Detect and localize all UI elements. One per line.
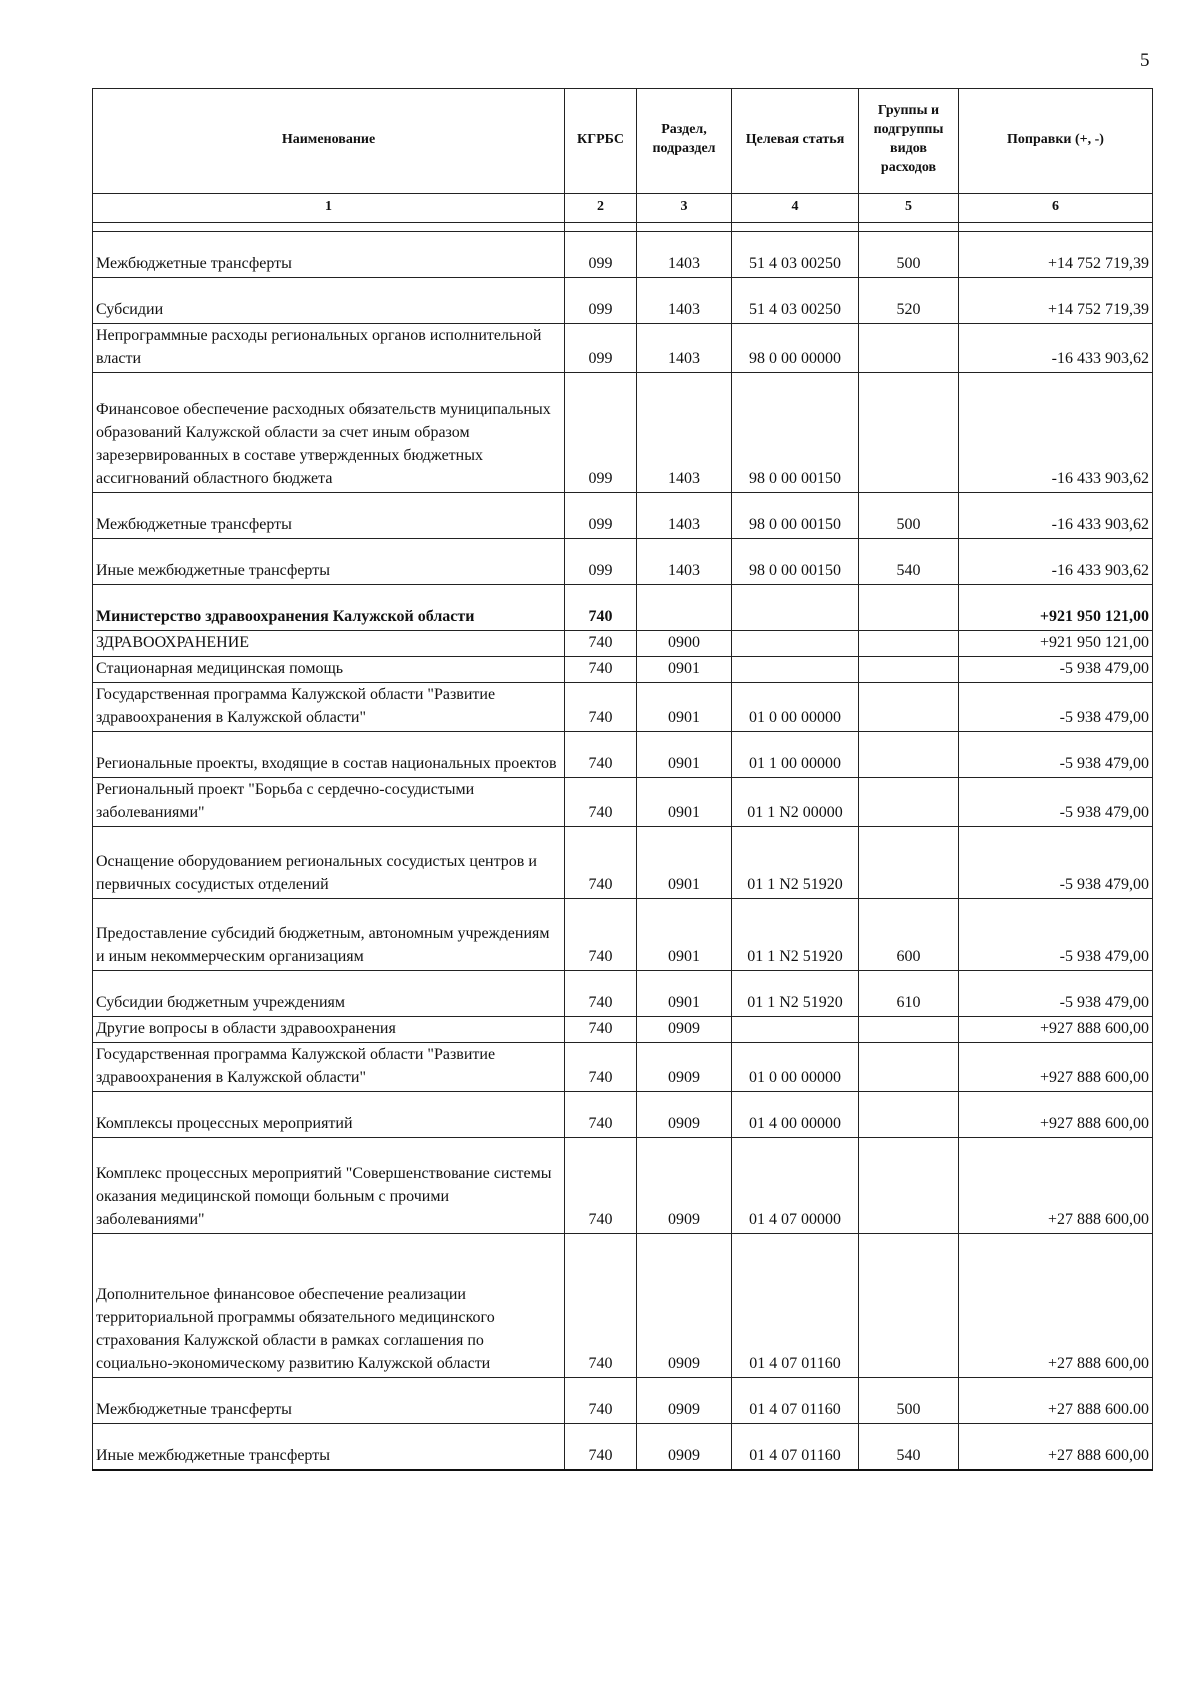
row-section: 0901 bbox=[637, 778, 732, 827]
row-expense-group bbox=[859, 324, 959, 373]
row-expense-group: 600 bbox=[859, 899, 959, 971]
col-number: 5 bbox=[859, 194, 959, 223]
row-kgrbs: 740 bbox=[565, 827, 637, 899]
header-target: Целевая статья bbox=[732, 89, 859, 194]
row-expense-group bbox=[859, 657, 959, 683]
table-row bbox=[93, 324, 1153, 373]
row-section: 0909 bbox=[637, 1234, 732, 1378]
row-expense-group bbox=[859, 732, 959, 778]
row-amendment-amount: -16 433 903,62 bbox=[959, 324, 1153, 373]
row-amendment-amount: +927 888 600,00 bbox=[959, 1092, 1153, 1138]
row-amendment-amount: -5 938 479,00 bbox=[959, 971, 1153, 1017]
row-target-article: 01 1 N2 51920 bbox=[732, 971, 859, 1017]
row-name: Региональный проект "Борьба с сердечно-сосудистыми заболеваниями" bbox=[93, 778, 565, 827]
row-section: 0909 bbox=[637, 1043, 732, 1092]
row-target-article bbox=[732, 657, 859, 683]
row-name: Субсидии bbox=[93, 278, 565, 324]
table-row bbox=[93, 971, 1153, 1017]
row-kgrbs: 740 bbox=[565, 683, 637, 732]
row-target-article bbox=[732, 631, 859, 657]
row-amendment-amount: +14 752 719,39 bbox=[959, 278, 1153, 324]
col-number: 2 bbox=[565, 194, 637, 223]
table-row bbox=[93, 539, 1153, 585]
row-expense-group: 540 bbox=[859, 1424, 959, 1470]
row-target-article: 01 1 00 00000 bbox=[732, 732, 859, 778]
row-name: Государственная программа Калужской области "Развитие здравоохранения в Калужской области" bbox=[93, 1043, 565, 1092]
row-name: Непрограммные расходы региональных органов исполнительной власти bbox=[93, 324, 565, 373]
row-name: Межбюджетные трансферты bbox=[93, 232, 565, 278]
row-name: Межбюджетные трансферты bbox=[93, 493, 565, 539]
row-amendment-amount: -5 938 479,00 bbox=[959, 683, 1153, 732]
row-kgrbs: 740 bbox=[565, 1424, 637, 1470]
row-target-article: 01 1 N2 51920 bbox=[732, 827, 859, 899]
row-expense-group bbox=[859, 1092, 959, 1138]
table-row bbox=[93, 631, 1153, 657]
row-section: 0901 bbox=[637, 899, 732, 971]
table-row bbox=[93, 373, 1153, 493]
row-kgrbs: 740 bbox=[565, 585, 637, 631]
row-name: Иные межбюджетные трансферты bbox=[93, 539, 565, 585]
row-expense-group: 610 bbox=[859, 971, 959, 1017]
row-kgrbs: 740 bbox=[565, 899, 637, 971]
table-row bbox=[93, 1234, 1153, 1378]
row-target-article bbox=[732, 1017, 859, 1043]
row-target-article: 98 0 00 00150 bbox=[732, 373, 859, 493]
row-amendment-amount: -5 938 479,00 bbox=[959, 657, 1153, 683]
table-row bbox=[93, 493, 1153, 539]
row-expense-group bbox=[859, 631, 959, 657]
row-target-article: 01 0 00 00000 bbox=[732, 683, 859, 732]
row-target-article: 01 1 N2 51920 bbox=[732, 899, 859, 971]
row-expense-group: 520 bbox=[859, 278, 959, 324]
row-target-article: 51 4 03 00250 bbox=[732, 278, 859, 324]
row-name: Комплекс процессных мероприятий "Совершенствование системы оказания медицинской помощи больным с прочими заболеваниями" bbox=[93, 1138, 565, 1234]
col-number: 3 bbox=[637, 194, 732, 223]
row-expense-group bbox=[859, 683, 959, 732]
row-kgrbs: 099 bbox=[565, 373, 637, 493]
row-expense-group: 500 bbox=[859, 1378, 959, 1424]
row-amendment-amount: +27 888 600,00 bbox=[959, 1234, 1153, 1378]
row-kgrbs: 099 bbox=[565, 278, 637, 324]
row-target-article bbox=[732, 585, 859, 631]
table-row bbox=[93, 585, 1153, 631]
row-amendment-amount: -16 433 903,62 bbox=[959, 373, 1153, 493]
table-row bbox=[93, 1017, 1153, 1043]
row-kgrbs: 740 bbox=[565, 1378, 637, 1424]
header-name: Наименование bbox=[93, 89, 565, 194]
row-amendment-amount: +14 752 719,39 bbox=[959, 232, 1153, 278]
row-kgrbs: 099 bbox=[565, 539, 637, 585]
row-target-article: 01 4 07 01160 bbox=[732, 1378, 859, 1424]
row-kgrbs: 740 bbox=[565, 732, 637, 778]
row-section: 1403 bbox=[637, 493, 732, 539]
row-target-article: 01 0 00 00000 bbox=[732, 1043, 859, 1092]
row-target-article: 01 1 N2 00000 bbox=[732, 778, 859, 827]
row-expense-group bbox=[859, 1043, 959, 1092]
row-target-article: 01 4 00 00000 bbox=[732, 1092, 859, 1138]
table-row bbox=[93, 778, 1153, 827]
row-kgrbs: 740 bbox=[565, 1234, 637, 1378]
row-section: 0901 bbox=[637, 971, 732, 1017]
row-section: 0900 bbox=[637, 631, 732, 657]
table-row bbox=[93, 1043, 1153, 1092]
row-name: Субсидии бюджетным учреждениям bbox=[93, 971, 565, 1017]
row-amendment-amount: +27 888 600.00 bbox=[959, 1378, 1153, 1424]
row-name: ЗДРАВООХРАНЕНИЕ bbox=[93, 631, 565, 657]
row-amendment-amount: +927 888 600,00 bbox=[959, 1043, 1153, 1092]
row-amendment-amount: -5 938 479,00 bbox=[959, 827, 1153, 899]
table-row bbox=[93, 827, 1153, 899]
row-section: 0909 bbox=[637, 1017, 732, 1043]
row-section: 0909 bbox=[637, 1378, 732, 1424]
table-row bbox=[93, 1378, 1153, 1424]
row-section: 0901 bbox=[637, 827, 732, 899]
page-number: 5 bbox=[1140, 50, 1150, 71]
row-kgrbs: 099 bbox=[565, 493, 637, 539]
table-row bbox=[93, 732, 1153, 778]
row-kgrbs: 740 bbox=[565, 971, 637, 1017]
col-number: 4 bbox=[732, 194, 859, 223]
row-name: Дополнительное финансовое обеспечение реализации территориальной программы обязательного медицинского страхования Калужской области в рамках соглашения по социально-экономическому развитию Калужской области bbox=[93, 1234, 565, 1378]
header-groups: Группы и подгруппы видов расходов bbox=[859, 89, 959, 194]
budget-amendments-table bbox=[92, 88, 1153, 1471]
row-amendment-amount: -16 433 903,62 bbox=[959, 493, 1153, 539]
row-kgrbs: 740 bbox=[565, 631, 637, 657]
row-name: Другие вопросы в области здравоохранения bbox=[93, 1017, 565, 1043]
row-expense-group bbox=[859, 1138, 959, 1234]
row-name: Стационарная медицинская помощь bbox=[93, 657, 565, 683]
row-section: 1403 bbox=[637, 324, 732, 373]
col-number: 6 bbox=[959, 194, 1153, 223]
table-row bbox=[93, 1424, 1153, 1470]
row-expense-group bbox=[859, 1017, 959, 1043]
row-expense-group bbox=[859, 827, 959, 899]
row-target-article: 51 4 03 00250 bbox=[732, 232, 859, 278]
row-amendment-amount: +27 888 600,00 bbox=[959, 1138, 1153, 1234]
row-amendment-amount: -5 938 479,00 bbox=[959, 732, 1153, 778]
row-section: 0909 bbox=[637, 1424, 732, 1470]
row-section: 0901 bbox=[637, 657, 732, 683]
row-name: Иные межбюджетные трансферты bbox=[93, 1424, 565, 1470]
row-expense-group bbox=[859, 373, 959, 493]
row-kgrbs: 740 bbox=[565, 1138, 637, 1234]
header-section: Раздел, подраздел bbox=[637, 89, 732, 194]
table-body bbox=[93, 232, 1153, 1470]
row-kgrbs: 740 bbox=[565, 1043, 637, 1092]
row-name: Государственная программа Калужской области "Развитие здравоохранения в Калужской области" bbox=[93, 683, 565, 732]
row-kgrbs: 740 bbox=[565, 1092, 637, 1138]
row-amendment-amount: +27 888 600,00 bbox=[959, 1424, 1153, 1470]
table-row bbox=[93, 232, 1153, 278]
row-section: 0901 bbox=[637, 683, 732, 732]
row-section: 0901 bbox=[637, 732, 732, 778]
table-row bbox=[93, 899, 1153, 971]
row-kgrbs: 740 bbox=[565, 1017, 637, 1043]
row-amendment-amount: -5 938 479,00 bbox=[959, 778, 1153, 827]
row-target-article: 01 4 07 01160 bbox=[732, 1424, 859, 1470]
row-amendment-amount: +921 950 121,00 bbox=[959, 631, 1153, 657]
row-expense-group: 540 bbox=[859, 539, 959, 585]
row-section: 0909 bbox=[637, 1138, 732, 1234]
col-number: 1 bbox=[93, 194, 565, 223]
header-kgrbs: КГРБС bbox=[565, 89, 637, 194]
row-section: 0909 bbox=[637, 1092, 732, 1138]
table-row bbox=[93, 1138, 1153, 1234]
row-name: Региональные проекты, входящие в состав национальных проектов bbox=[93, 732, 565, 778]
row-amendment-amount: +921 950 121,00 bbox=[959, 585, 1153, 631]
row-section bbox=[637, 585, 732, 631]
row-target-article: 98 0 00 00150 bbox=[732, 539, 859, 585]
row-amendment-amount: -16 433 903,62 bbox=[959, 539, 1153, 585]
row-name: Министерство здравоохранения Калужской области bbox=[93, 585, 565, 631]
row-name: Комплексы процессных мероприятий bbox=[93, 1092, 565, 1138]
row-amendment-amount: -5 938 479,00 bbox=[959, 899, 1153, 971]
table-row bbox=[93, 657, 1153, 683]
header-amendments: Поправки (+, -) bbox=[959, 89, 1153, 194]
row-amendment-amount: +927 888 600,00 bbox=[959, 1017, 1153, 1043]
row-target-article: 01 4 07 01160 bbox=[732, 1234, 859, 1378]
row-name: Межбюджетные трансферты bbox=[93, 1378, 565, 1424]
row-kgrbs: 740 bbox=[565, 778, 637, 827]
row-target-article: 98 0 00 00000 bbox=[732, 324, 859, 373]
row-name: Оснащение оборудованием региональных сосудистых центров и первичных сосудистых отделений bbox=[93, 827, 565, 899]
row-section: 1403 bbox=[637, 373, 732, 493]
row-name: Предоставление субсидий бюджетным, автономным учреждениям и иным некоммерческим организациям bbox=[93, 899, 565, 971]
table-row bbox=[93, 1092, 1153, 1138]
row-section: 1403 bbox=[637, 232, 732, 278]
row-target-article: 98 0 00 00150 bbox=[732, 493, 859, 539]
row-expense-group bbox=[859, 778, 959, 827]
row-name: Финансовое обеспечение расходных обязательств муниципальных образований Калужской области за счет иным образом зарезервированных в составе утвержденных бюджетных ассигнований областного бюджета bbox=[93, 373, 565, 493]
row-expense-group bbox=[859, 585, 959, 631]
row-expense-group bbox=[859, 1234, 959, 1378]
table-row bbox=[93, 278, 1153, 324]
row-section: 1403 bbox=[637, 539, 732, 585]
table-row bbox=[93, 683, 1153, 732]
row-target-article: 01 4 07 00000 bbox=[732, 1138, 859, 1234]
row-kgrbs: 099 bbox=[565, 232, 637, 278]
row-expense-group: 500 bbox=[859, 232, 959, 278]
row-kgrbs: 099 bbox=[565, 324, 637, 373]
row-kgrbs: 740 bbox=[565, 657, 637, 683]
row-section: 1403 bbox=[637, 278, 732, 324]
row-expense-group: 500 bbox=[859, 493, 959, 539]
